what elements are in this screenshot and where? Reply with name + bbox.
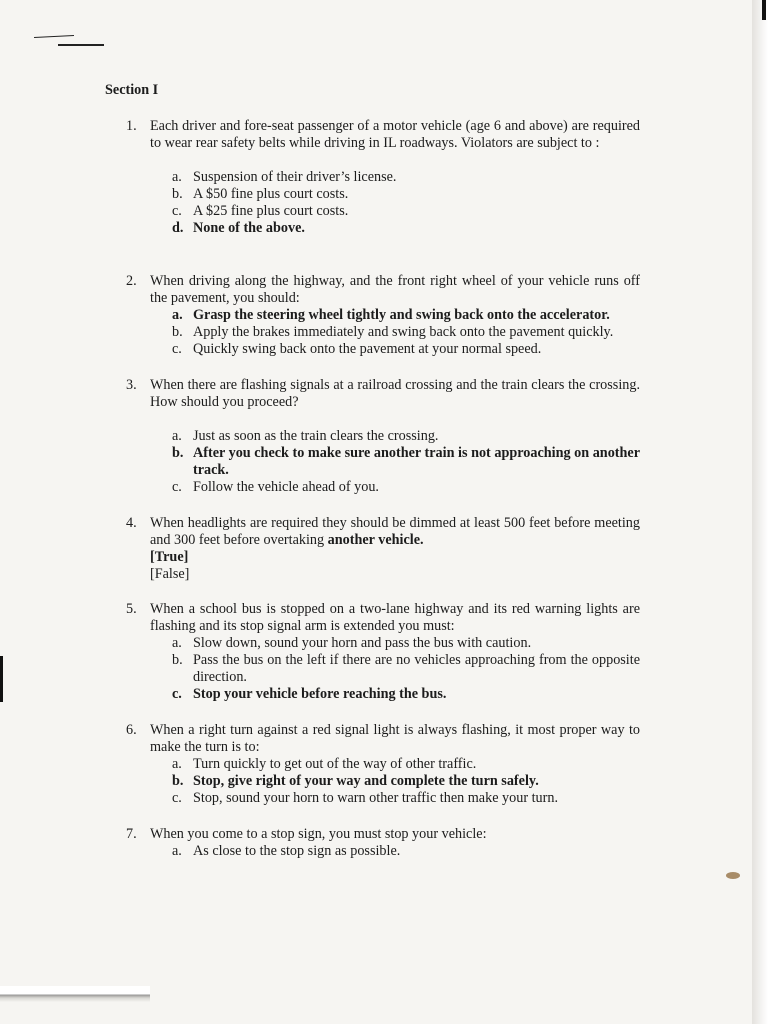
option-b — [172, 186, 640, 203]
option-text: Just as soon as the train clears the crossing. — [193, 428, 439, 444]
question-number: 1. — [126, 118, 137, 134]
option-letter: a. — [172, 756, 182, 772]
option-text: Stop, sound your horn to warn other traffic then make your turn. — [193, 790, 558, 806]
option-letter: a. — [172, 635, 182, 651]
paper-edge — [752, 0, 768, 1024]
option-letter: a. — [172, 169, 182, 185]
false-option: [False] — [150, 566, 190, 582]
option-c — [172, 790, 640, 807]
option-b-correct — [172, 773, 640, 790]
option-a — [172, 843, 640, 860]
option-letter: b. — [172, 186, 183, 202]
question-number: 5. — [126, 601, 137, 617]
question-text: When driving along the highway, and the front right wheel of your vehicle runs off the pavement, you should: — [150, 273, 640, 306]
option-text: Grasp the steering wheel tightly and swing back onto the accelerator. — [193, 307, 610, 323]
option-text: Pass the bus on the left if there are no vehicles approaching from the opposite direction. — [193, 652, 640, 685]
option-a-correct — [172, 307, 640, 324]
question-text: When there are flashing signals at a railroad crossing and the train clears the crossing. How should you proceed? — [150, 377, 640, 410]
question-2 — [126, 273, 640, 358]
option-b-correct — [172, 445, 640, 479]
option-c — [172, 479, 640, 496]
question-1 — [126, 118, 640, 237]
option-text: Stop your vehicle before reaching the bus. — [193, 686, 447, 702]
option-letter: c. — [172, 790, 182, 806]
option-a — [172, 169, 640, 186]
option-letter: c. — [172, 341, 182, 357]
option-text: Apply the brakes immediately and swing back onto the pavement quickly. — [193, 324, 614, 340]
question-text-emphasis: another vehicle. — [327, 532, 424, 548]
option-text: A $25 fine plus court costs. — [193, 203, 349, 219]
option-text: Turn quickly to get out of the way of other traffic. — [193, 756, 477, 772]
option-letter: a. — [172, 843, 182, 859]
question-5 — [126, 601, 640, 703]
option-c — [172, 341, 640, 358]
question-7 — [126, 826, 640, 860]
question-text: Each driver and fore-seat passenger of a motor vehicle (age 6 and above) are required to wear rear safety belts while driving in IL roadways. Violators are subject to : — [150, 118, 640, 151]
question-number: 6. — [126, 722, 137, 738]
question-text: When a right turn against a red signal light is always flashing, it most proper way to make the turn is to: — [150, 722, 640, 755]
option-letter: b. — [172, 652, 183, 668]
question-number: 4. — [126, 515, 137, 531]
question-4 — [126, 515, 640, 583]
question-text — [150, 515, 640, 549]
option-text: As close to the stop sign as possible. — [193, 843, 401, 859]
question-3 — [126, 377, 640, 496]
option-list — [172, 843, 640, 860]
option-c — [172, 203, 640, 220]
option-a — [172, 635, 640, 652]
option-text: Slow down, sound your horn and pass the bus with caution. — [193, 635, 532, 651]
option-b — [172, 652, 640, 686]
option-list — [172, 428, 640, 496]
option-b — [172, 324, 640, 341]
true-option-selected: [True] — [150, 549, 189, 565]
option-letter: a. — [172, 428, 182, 444]
option-d-correct — [172, 220, 640, 237]
question-6 — [126, 722, 640, 807]
option-text: Suspension of their driver’s license. — [193, 169, 397, 185]
option-list — [172, 635, 640, 703]
option-text: Stop, give right of your way and complete the turn safely. — [193, 773, 539, 789]
question-number: 2. — [126, 273, 137, 289]
question-number: 7. — [126, 826, 137, 842]
option-a — [172, 428, 640, 445]
option-letter: a. — [172, 307, 183, 323]
scan-edge-mark — [762, 0, 766, 20]
section-title: Section I — [105, 82, 159, 98]
option-text: Follow the vehicle ahead of you. — [193, 479, 379, 495]
option-text: A $50 fine plus court costs. — [193, 186, 349, 202]
option-letter: c. — [172, 686, 182, 702]
option-text: After you check to make sure another train is not approaching on another track. — [193, 445, 640, 478]
option-letter: b. — [172, 445, 184, 461]
option-letter: c. — [172, 203, 182, 219]
question-number: 3. — [126, 377, 137, 393]
option-a — [172, 756, 640, 773]
option-letter: c. — [172, 479, 182, 495]
true-false-options — [150, 549, 640, 583]
option-letter: d. — [172, 220, 184, 236]
option-c-correct — [172, 686, 640, 703]
option-list — [172, 756, 640, 807]
option-letter: b. — [172, 773, 184, 789]
question-text-main: When headlights are required they should be dimmed at least 500 feet before meeting and 300 feet before overtaking — [150, 515, 640, 548]
option-list — [172, 169, 640, 237]
option-letter: b. — [172, 324, 183, 340]
option-text: Quickly swing back onto the pavement at your normal speed. — [193, 341, 542, 357]
option-list — [172, 307, 640, 358]
question-text: When you come to a stop sign, you must stop your vehicle: — [150, 826, 487, 842]
option-text: None of the above. — [193, 220, 305, 236]
question-text: When a school bus is stopped on a two-lane highway and its red warning lights are flashing and its stop signal arm is extended you must: — [150, 601, 640, 634]
